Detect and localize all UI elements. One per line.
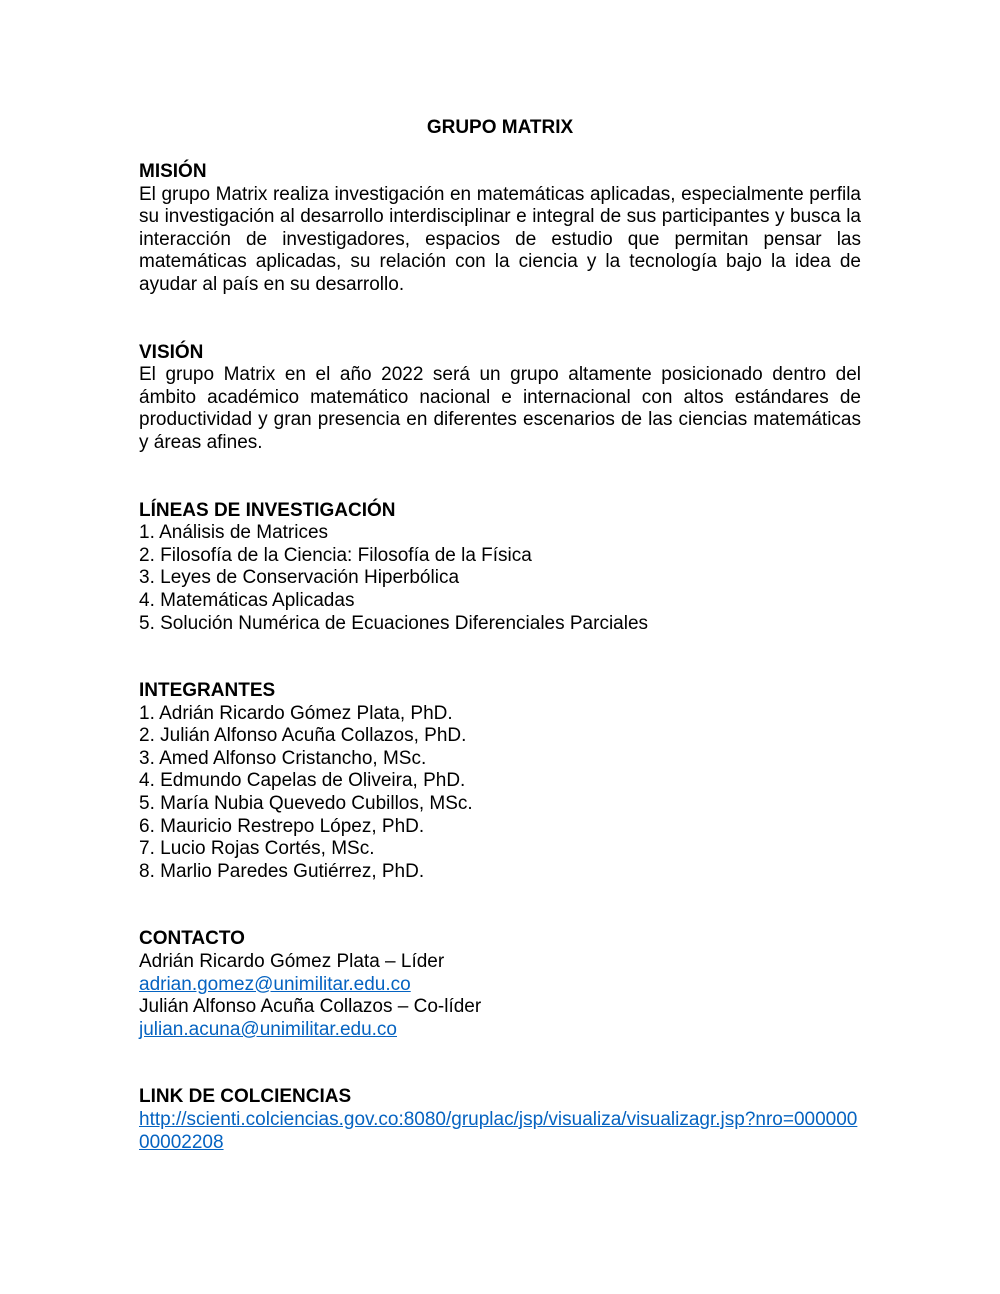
list-item: 7. Lucio Rojas Cortés, MSc.	[139, 838, 375, 860]
mision-section	[139, 161, 861, 297]
spacer	[139, 1041, 861, 1086]
colciencias-heading: LINK DE COLCIENCIAS	[139, 1086, 352, 1108]
integrantes-section	[139, 680, 861, 883]
list-item: 8. Marlio Paredes Gutiérrez, PhD.	[139, 860, 425, 882]
list-item: 2. Julián Alfonso Acuña Collazos, PhD.	[139, 725, 467, 747]
coleader-email-link[interactable]: julian.acuna@unimilitar.edu.co	[139, 1018, 397, 1040]
integrantes-heading: INTEGRANTES	[139, 680, 276, 702]
list-item: 6. Mauricio Restrepo López, PhD.	[139, 815, 425, 837]
lineas-list	[139, 522, 861, 635]
spacer	[139, 635, 861, 680]
mision-text: El grupo Matrix realiza investigación en matemáticas aplicadas, especialmente perfila su investigación al desarrollo interdisciplinar e integral de sus participantes y busca la interacción de investigadores, espacios de estudio que permitan pensar las matemáticas aplicadas, su relación con la ciencia y la tecnología bajo la idea de ayudar al país en su desarrollo.	[139, 183, 861, 295]
document-page	[139, 115, 861, 1154]
contacto-section	[139, 928, 861, 1041]
mision-heading: MISIÓN	[139, 161, 207, 182]
vision-heading: VISIÓN	[139, 341, 204, 363]
list-item: 3. Amed Alfonso Cristancho, MSc.	[139, 747, 427, 769]
list-item: 2. Filosofía de la Ciencia: Filosofía de la Física	[139, 544, 532, 566]
list-item: 4. Edmundo Capelas de Oliveira, PhD.	[139, 770, 466, 792]
lineas-heading: LÍNEAS DE INVESTIGACIÓN	[139, 499, 396, 521]
list-item: 1. Adrián Ricardo Gómez Plata, PhD.	[139, 702, 453, 724]
colciencias-section	[139, 1086, 861, 1154]
lineas-section	[139, 500, 861, 636]
spacer	[139, 455, 861, 500]
vision-section	[139, 342, 861, 455]
contacto-heading: CONTACTO	[139, 928, 245, 950]
coleader-name: Julián Alfonso Acuña Collazos – Co-líder	[139, 996, 482, 1018]
document-title: GRUPO MATRIX	[426, 117, 574, 138]
list-item: 5. Solución Numérica de Ecuaciones Diferenciales Parciales	[139, 612, 649, 634]
list-item: 5. María Nubia Quevedo Cubillos, MSc.	[139, 793, 473, 815]
list-item: 3. Leyes de Conservación Hiperbólica	[139, 567, 460, 589]
integrantes-list	[139, 703, 861, 884]
leader-name: Adrián Ricardo Gómez Plata – Líder	[139, 951, 445, 973]
vision-text: El grupo Matrix en el año 2022 será un grupo altamente posicionado dentro del ámbito académico matemático nacional e internacional con altos estándares de productividad y gran presencia en diferentes escenarios de las ciencias matemáticas y áreas afines.	[139, 364, 861, 453]
list-item: 1. Análisis de Matrices	[139, 522, 329, 544]
leader-email-link[interactable]: adrian.gomez@unimilitar.edu.co	[139, 973, 411, 995]
list-item: 4. Matemáticas Aplicadas	[139, 589, 355, 611]
colciencias-link[interactable]: http://scienti.colciencias.gov.co:8080/gruplac/jsp/visualiza/visualizagr.jsp?nro=00000000002208	[139, 1109, 858, 1153]
spacer	[139, 297, 861, 342]
spacer	[139, 883, 861, 928]
